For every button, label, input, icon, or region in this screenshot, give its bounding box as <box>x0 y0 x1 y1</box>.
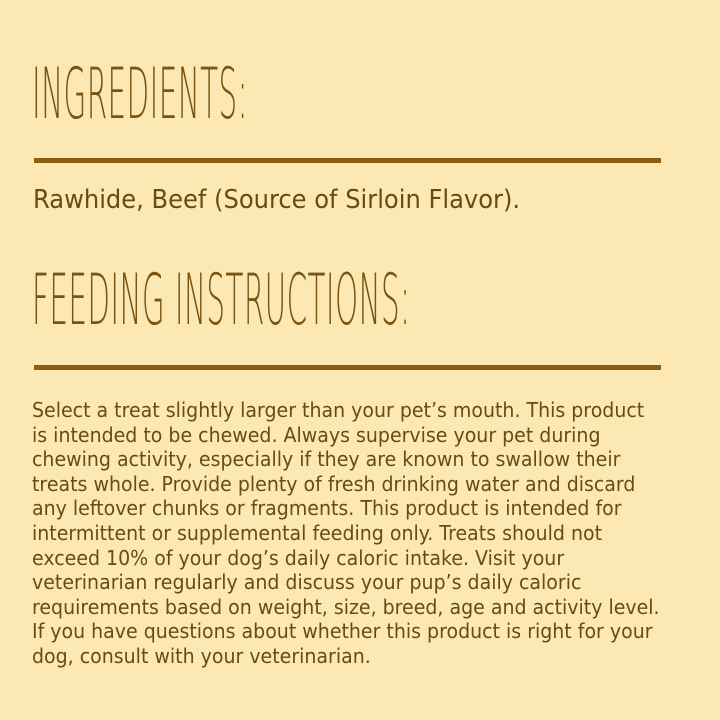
feeding-instructions-divider <box>34 365 661 370</box>
ingredients-divider <box>34 158 661 163</box>
ingredients-text: Rawhide, Beef (Source of Sirloin Flavor). <box>33 185 521 215</box>
ingredients-heading: INGREDIENTS: <box>32 53 248 135</box>
feeding-instructions-text: Select a treat slightly larger than your pet’s mouth. This product is intended to be chewed. Always supervise your pet during chewing activity, especially if they are known to swallow their treats whole. Provide plenty of fresh drinking water and discard any leftover chunks or fragments. This product is intended for intermittent or supplemental feeding only. Treats should not exceed 10% of your dog’s daily caloric intake. Visit your veterinarian regularly and discuss your pup’s daily caloric requirements based on weight, size, breed, age and activity level. If you have questions about whether this product is right for your dog, consult with your veterinarian. <box>32 398 660 668</box>
feeding-instructions-heading: FEEDING INSTRUCTIONS: <box>32 259 411 341</box>
